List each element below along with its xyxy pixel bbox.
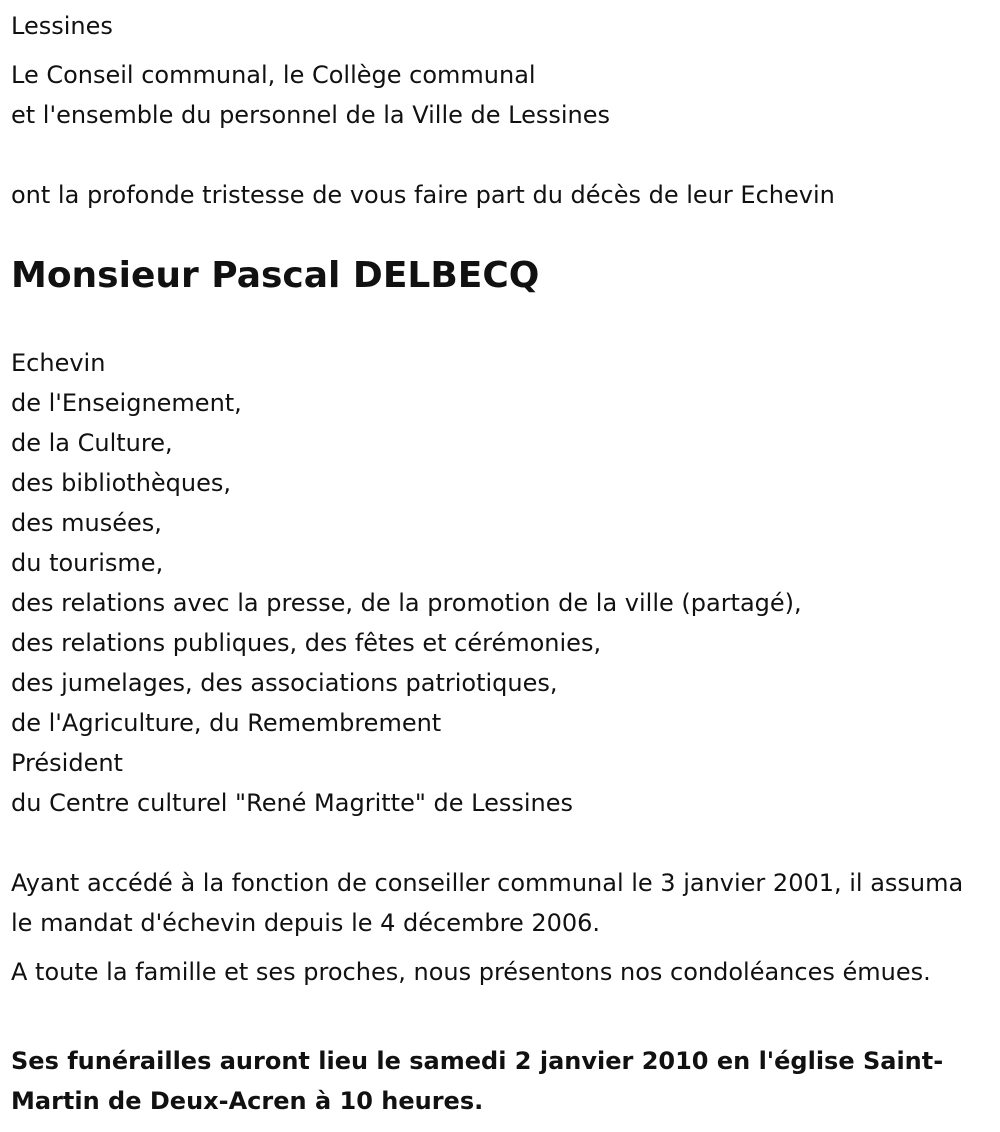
function-item: Echevin <box>11 349 106 377</box>
deceased-name: Monsieur Pascal DELBECQ <box>11 255 540 296</box>
intro-line-1: Le Conseil communal, le Collège communal <box>11 61 536 89</box>
function-item: de l'Agriculture, du Remembrement <box>11 709 442 737</box>
function-item: des jumelages, des associations patriotiques, <box>11 669 558 697</box>
function-item: Président <box>11 749 123 777</box>
career-paragraph: Ayant accédé à la fonction de conseiller communal le 3 janvier 2001, il assuma le mandat d'échevin depuis le 4 décembre 2006. <box>11 869 964 937</box>
function-item: de la Culture, <box>11 429 173 457</box>
intro-line-3: ont la profonde tristesse de vous faire part du décès de leur Echevin <box>11 181 835 209</box>
function-item: des bibliothèques, <box>11 469 232 497</box>
function-item: des musées, <box>11 509 162 537</box>
function-item: des relations publiques, des fêtes et cérémonies, <box>11 629 602 657</box>
function-item: du Centre culturel "René Magritte" de Lessines <box>11 789 573 817</box>
function-item: des relations avec la presse, de la promotion de la ville (partagé), <box>11 589 802 617</box>
function-item: du tourisme, <box>11 549 164 577</box>
functions-list <box>11 343 802 823</box>
condolences-paragraph: A toute la famille et ses proches, nous présentons nos condoléances émues. <box>11 958 931 986</box>
funeral-paragraph: Ses funérailles auront lieu le samedi 2 janvier 2010 en l'église Saint-Martin de Deux-Acren à 10 heures. <box>11 1047 944 1115</box>
intro-line-2: et l'ensemble du personnel de la Ville de Lessines <box>11 101 611 129</box>
city-heading: Lessines <box>11 12 113 40</box>
function-item: de l'Enseignement, <box>11 389 242 417</box>
